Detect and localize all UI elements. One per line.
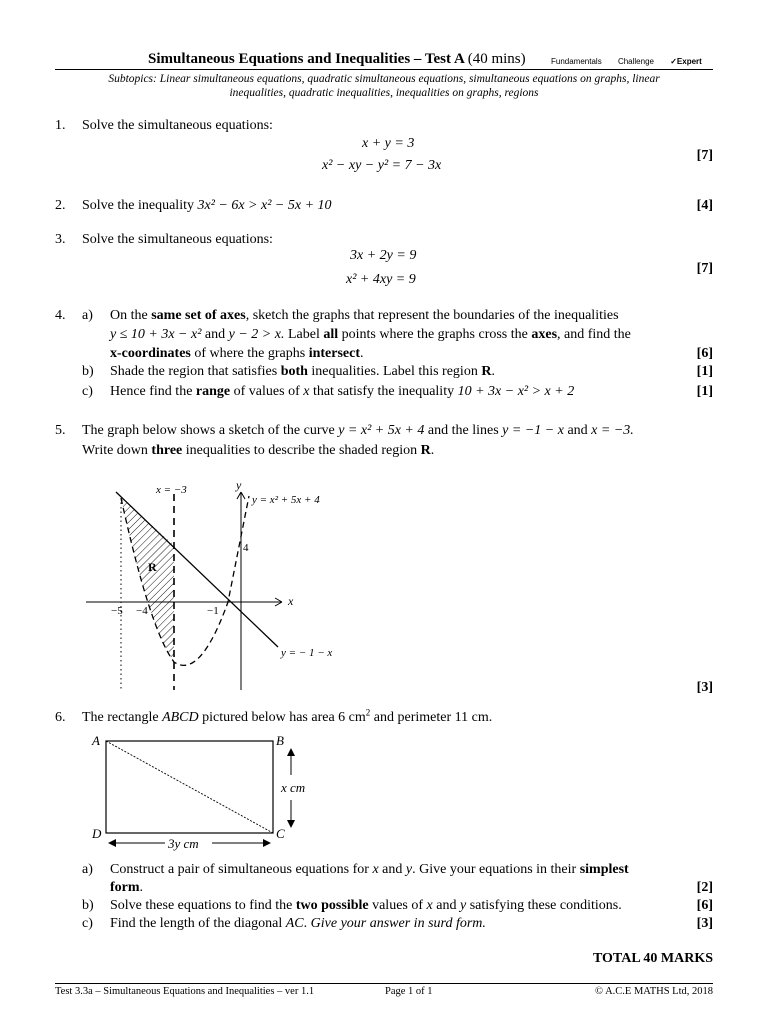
q3-marks: [7] (696, 261, 713, 276)
footer-divider (55, 983, 713, 984)
level-expert: ✓Expert (670, 57, 702, 66)
vertex-d: D (92, 826, 102, 841)
q6-number: 6. (55, 710, 66, 725)
vertex-c: C (276, 826, 285, 841)
q6-c-surd: Give your answer in surd form. (310, 916, 486, 931)
q6-c-pre: Find the length of the diagonal (110, 916, 286, 931)
q2-marks: [4] (696, 198, 713, 213)
footer-page: Page 1 of 1 (385, 986, 433, 997)
label-region-r: R (148, 560, 157, 574)
vertex-b: B (276, 733, 284, 748)
footer-right: © A.C.E MATHS Ltd, 2018 (595, 986, 713, 997)
q5-pre: The graph below shows a sketch of the curve (82, 423, 339, 438)
q5-line2-pre: Write down (82, 443, 152, 458)
q4-a-marks: [6] (696, 346, 713, 361)
q2-inequality: 3x² − 6x > x² − 5x + 10 (197, 198, 332, 213)
level-fundamentals: Fundamentals (551, 57, 602, 66)
q4-b-pre: Shade the region that satisfies (110, 364, 281, 379)
q4-a-end-3: . (360, 346, 364, 361)
q6-end: and perimeter 11 cm. (370, 710, 493, 725)
q4-a-all: all (323, 327, 339, 342)
q6-mid: pictured below has area 6 cm (198, 710, 366, 725)
q1-text: Solve the simultaneous equations: (82, 118, 273, 133)
q6-b-pre: Solve these equations to find the (110, 898, 296, 913)
title-main: Simultaneous Equations and Inequalities – Test A (148, 51, 464, 67)
height-arrowhead-down (287, 820, 295, 828)
q4-c-range: range (195, 384, 231, 399)
q4-c-marks: [1] (696, 384, 713, 399)
subtopics-line-2: inequalities, quadratic inequalities, inequalities on graphs, regions (229, 87, 539, 99)
label-y-axis: y (236, 478, 242, 492)
q4-c-mid: of values of (230, 384, 304, 399)
q4-b-mid: inequalities. Label this region (307, 364, 482, 379)
width-arrowhead-right (263, 839, 271, 847)
q4-a-bold: same set of axes (151, 308, 246, 323)
q6-c-marks: [3] (696, 916, 713, 931)
q4-a-text: On the (110, 308, 152, 323)
q6-abcd: ABCD (162, 710, 199, 725)
q5-line2-mid: inequalities to describe the shaded region (182, 443, 421, 458)
diagonal-ac (106, 741, 273, 833)
height-arrowhead-up (287, 748, 295, 756)
label-minus-1: −1 (207, 605, 219, 617)
q4-a-and: and (201, 327, 229, 342)
label-curve: y = x² + 5x + 4 (252, 494, 320, 506)
q6-a-marks: [2] (696, 880, 713, 895)
title-duration: (40 mins) (467, 51, 526, 67)
total-marks: TOTAL 40 MARKS (592, 951, 713, 966)
q4-c-mid-2: that satisfy the inequality (309, 384, 458, 399)
q5-and: and (563, 423, 592, 438)
q2-number: 2. (55, 198, 66, 213)
q4-a-inequality-2: y − 2 > x. (228, 327, 285, 342)
q6-a-x: x (372, 862, 379, 877)
q6-a-pre: Construct a pair of simultaneous equations for (110, 862, 373, 877)
q4-b-label: b) (82, 364, 94, 379)
label-minus-5: −5 (111, 605, 123, 617)
q6-b-end: satisfying these conditions. (466, 898, 622, 913)
label-x-axis: x (288, 594, 294, 608)
q6-b-marks: [6] (696, 898, 713, 913)
q6-a-simplest: simplest (579, 862, 629, 877)
q4-c-pre: Hence find the (110, 384, 196, 399)
q2-prefix: Solve the inequality (82, 198, 194, 213)
q4-b-marks: [1] (696, 364, 713, 379)
q4-a-mid: points where the graphs cross the (338, 327, 532, 342)
q4-number: 4. (55, 308, 66, 323)
q6-pre: The rectangle (82, 710, 163, 725)
q1-number: 1. (55, 118, 66, 133)
q5-vertical-line: x = −3. (591, 423, 634, 438)
q4-a-xcoords: x-coordinates (110, 346, 191, 361)
footer-left: Test 3.3a – Simultaneous Equations and Inequalities – ver 1.1 (55, 986, 315, 997)
q6-a-and: and (378, 862, 406, 877)
q6-b-two-possible: two possible (295, 898, 369, 913)
q6-a-form: form (110, 880, 140, 895)
q6-c-text (110, 916, 486, 932)
width-label: 3y cm (168, 836, 199, 851)
height-label: x cm (281, 780, 306, 795)
q6-b-x: x (426, 898, 433, 913)
q5-line: y = −1 − x (502, 423, 564, 438)
q6-b-text (110, 898, 622, 914)
q4-a-inequality-1: y ≤ 10 + 3x − x² (110, 327, 202, 342)
q5-curve: y = x² + 5x + 4 (338, 423, 425, 438)
label-minus-4: −4 (136, 605, 148, 617)
q1-equation-2: x² − xy − y² = 7 − 3x (322, 158, 442, 173)
vertex-a: A (92, 733, 100, 748)
q6-c-label: c) (82, 916, 93, 931)
q4-b-region: R (481, 364, 492, 379)
q4-c-inequality: 10 + 3x − x² > x + 2 (457, 384, 575, 399)
subtopics-line-1: Subtopics: Linear simultaneous equations, quadratic simultaneous equations, simultaneous equations on graphs, linear (108, 73, 660, 85)
q6-b-label: b) (82, 898, 94, 913)
q3-number: 3. (55, 232, 66, 247)
label-x-eq-minus-3: x = −3 (156, 484, 187, 496)
q5-number: 5. (55, 423, 66, 438)
q6-a-line-1 (110, 862, 629, 878)
q4-a-end: , and find the (557, 327, 631, 342)
q5-marks: [3] (696, 680, 713, 695)
q6-a-end: . (139, 880, 144, 895)
q5-region: R (420, 443, 431, 458)
q4-a-mid-3: of where the graphs (190, 346, 309, 361)
q4-c-label: c) (82, 384, 93, 399)
q4-a-text-end: , sketch the graphs that represent the boundaries of the inequalities (245, 308, 619, 323)
label-4: 4 (243, 542, 249, 554)
q6-b-y: y (459, 898, 467, 913)
q6-squared: 2 (365, 707, 371, 718)
q3-equation-1: 3x + 2y = 9 (350, 248, 417, 263)
q6-c-ac: AC (285, 916, 304, 931)
q5-three: three (151, 443, 183, 458)
q5-line2-end: . (430, 443, 435, 458)
q6-b-and: and (432, 898, 460, 913)
width-arrowhead-left (108, 839, 116, 847)
q1-marks: [7] (696, 148, 713, 163)
q4-a-label-text: Label (284, 327, 324, 342)
q1-equation-1: x + y = 3 (362, 136, 415, 151)
q5-mid: and the lines (424, 423, 503, 438)
q4-b-both: both (280, 364, 308, 379)
q3-equation-2: x² + 4xy = 9 (346, 272, 416, 287)
q6-a-line-2 (110, 880, 143, 896)
q6-a-y: y (405, 862, 413, 877)
level-challenge: Challenge (617, 57, 654, 66)
q6-a-label: a) (82, 862, 93, 877)
q4-a-axes: axes (531, 327, 558, 342)
q6-b-mid: values of (368, 898, 427, 913)
label-line: y = − 1 − x (281, 647, 333, 659)
q3-text: Solve the simultaneous equations: (82, 232, 273, 247)
q4-a-intersect: intersect (308, 346, 360, 361)
q6-c-mid: . (303, 916, 311, 931)
q4-c-x: x (303, 384, 310, 399)
q4-a-label: a) (82, 308, 93, 323)
q6-a-mid: . Give your equations in their (412, 862, 580, 877)
q4-b-end: . (491, 364, 495, 379)
